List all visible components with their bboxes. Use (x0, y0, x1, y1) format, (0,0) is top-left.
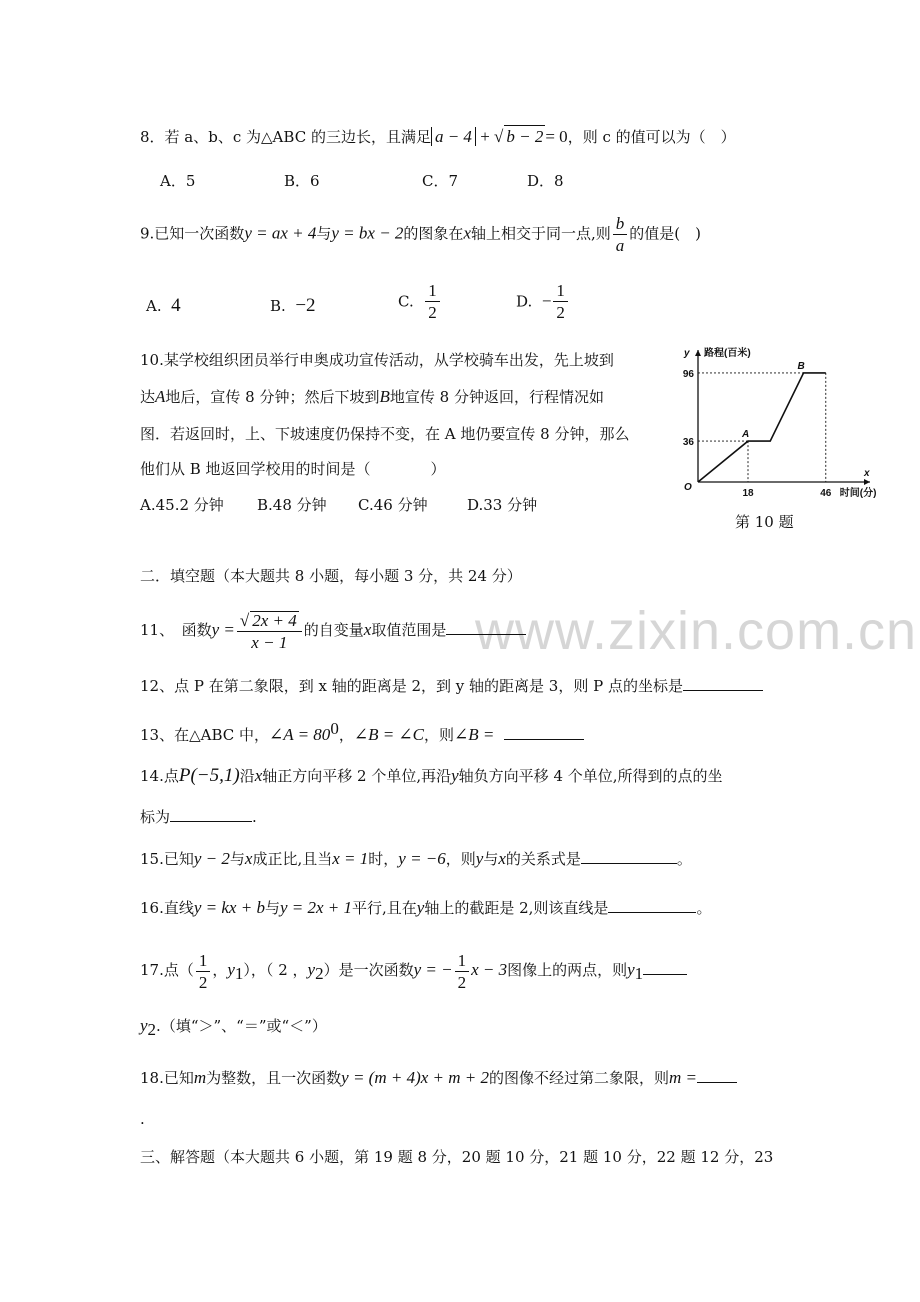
q9-option-a-label: A. (146, 297, 162, 315)
q17-frac1-den: 2 (198, 972, 208, 992)
q15-mid4: ，则 (445, 850, 476, 868)
q9-option-d[interactable] (516, 282, 570, 321)
q17-frac2-num: 1 (455, 952, 470, 972)
q18-prefix: 18.已知 (140, 1069, 194, 1087)
q10-line-2 (140, 382, 604, 412)
route-line (698, 373, 826, 482)
q9-frac-den: a (615, 236, 625, 255)
q15-mid2: 成正比,且当 (252, 850, 333, 868)
q11-num (237, 611, 302, 632)
q16-end: 。 (696, 899, 712, 917)
q16-prefix: 16.直线 (140, 899, 194, 917)
q9-fraction (613, 215, 628, 254)
q17-y1-again: y (627, 960, 635, 979)
q15-mid3: 时， (368, 850, 399, 868)
question-8 (140, 125, 736, 148)
q10-option-a[interactable]: A.45.2 分钟 (140, 496, 224, 514)
q10-line2-prefix: 达 (140, 388, 156, 406)
q8-option-b[interactable]: B．6 (284, 172, 320, 190)
q9-suffix: 的值是( ) (629, 224, 701, 243)
q17-frac1-num: 1 (196, 952, 211, 972)
q14-mid3: 轴负方向平移 4 个单位,所得到的点的坐 (458, 767, 723, 785)
q9-option-c-frac (425, 282, 440, 321)
q11-x: x (363, 620, 372, 639)
q11-suffix2: 取值范围是 (371, 621, 447, 639)
q15-answer-blank[interactable] (581, 849, 677, 864)
x-axis-label: 时间(分) (839, 488, 877, 499)
q17-eq2: x − 3 (471, 960, 508, 979)
y-axis-arrow (695, 350, 701, 356)
q9-mid2: 的图象在 (403, 224, 464, 243)
q18-mid2: 的图像不经过第二象限，则 (489, 1069, 670, 1087)
question-16 (140, 897, 711, 919)
q10-distance-time-graph (668, 340, 878, 530)
q8-option-a[interactable]: A．5 (160, 172, 196, 190)
q8-option-d[interactable]: D．8 (527, 172, 564, 190)
q9-prefix: 9.已知一次函数 (140, 224, 245, 243)
q13-angles-eq: ∠B = ∠C (353, 725, 425, 744)
q17-y1: y (227, 960, 235, 979)
q10-line-3: 图．若返回时，上、下坡速度仍保持不变，在 A 地仍要宣传 8 分钟，那么 (140, 425, 630, 443)
q16-mid3: 轴上的截距是 2,则该直线是 (424, 899, 609, 917)
q10-line-4: 他们从 B 地返回学校用的时间是（ ） (140, 460, 446, 478)
q11-sqrt-sign: √ (239, 611, 250, 630)
q9-option-c-num: 1 (425, 282, 440, 302)
q10-line2-mid: 地后，宣传 8 分钟；然后下坡到 (165, 388, 380, 406)
question-17 (140, 948, 687, 996)
q14-mid: 沿 (239, 767, 255, 785)
point-label-b: B (797, 360, 805, 372)
section-3-heading: 三、解答题（本大题共 6 小题，第 19 题 8 分，20 题 10 分，21 题 10 分，22 题 12 分，23 (140, 1148, 774, 1166)
q16-mid: 与 (264, 899, 280, 917)
q14-end: . (252, 808, 257, 826)
question-17-line-2 (140, 1015, 327, 1041)
q18-end: . (140, 1110, 145, 1128)
q16-expr2: y = 2x + 1 (279, 898, 353, 917)
q10-option-b[interactable]: B.48 分钟 (257, 496, 327, 514)
q9-option-a-value: 4 (171, 295, 181, 316)
q17-answer-blank[interactable] (643, 960, 687, 975)
q16-answer-blank[interactable] (608, 898, 696, 913)
q10-option-d[interactable]: D.33 分钟 (467, 496, 538, 514)
q18-answer-blank[interactable] (697, 1068, 737, 1083)
q9-f1: y = ax + 4 (244, 223, 317, 243)
q10-figure-caption: 第 10 题 (735, 513, 794, 531)
q9-mid3: 轴上相交于同一点,则 (470, 224, 611, 243)
y-axis-letter: y (684, 348, 690, 359)
q11-answer-blank[interactable] (446, 620, 526, 635)
q10-line2-end: 地宣传 8 分钟返回，行程情况如 (389, 388, 604, 406)
q17-frac2-den: 2 (457, 972, 467, 992)
q15-expr1: y − 2 (193, 849, 230, 868)
q15-expr3: y = −6 (398, 849, 446, 868)
q14-y: y (451, 766, 459, 785)
question-15 (140, 848, 692, 870)
q10-option-c[interactable]: C.46 分钟 (358, 496, 428, 514)
q15-mid5: 与 (483, 850, 499, 868)
q9-option-d-sign: − (541, 291, 552, 311)
q9-option-c-label: C. (398, 292, 414, 311)
q17-comma: ， (212, 961, 228, 979)
q17-y1-again-sub: 1 (634, 964, 644, 983)
question-14-line-2 (140, 806, 257, 828)
question-12 (140, 675, 763, 697)
q14-prefix: 14.点 (140, 767, 179, 785)
q18-eq2: m = (669, 1068, 698, 1087)
q8-prefix: 8．若 a、b、c 为△ABC 的三边长，且满足 (140, 128, 431, 146)
q13-angle-a: ∠A = 80 (269, 725, 331, 744)
y-axis-label: 路程(百米) (704, 348, 751, 359)
q17-y2-sub: 2 (315, 964, 324, 983)
q9-option-c[interactable] (398, 282, 442, 321)
q8-eq: = 0 (545, 127, 568, 146)
q11-num-expr: 2x + 4 (252, 611, 297, 630)
point-label-a: A (742, 429, 750, 441)
q11-den: x − 1 (251, 633, 288, 652)
question-13 (140, 718, 584, 746)
q17-line2: .（填“＞”、“＝”或“＜”） (156, 1017, 327, 1035)
q15-end: 。 (676, 850, 692, 868)
q16-y: y (416, 898, 425, 917)
y-tick-label-1: 96 (682, 368, 694, 380)
q11-y: y = (211, 620, 235, 639)
q17-line2-y2-sub: 2 (147, 1020, 157, 1039)
section-2-heading: 二．填空题（本大题共 8 小题，每小题 3 分，共 24 分） (140, 567, 522, 585)
q13-answer-blank[interactable] (504, 725, 584, 740)
q13-sep: ， (338, 726, 354, 744)
q18-mid: 为整数，且一次函数 (206, 1069, 342, 1087)
q13-then: ，则 (424, 726, 455, 744)
q17-mid2: ）是一次函数 (323, 961, 414, 979)
q17-frac2 (455, 952, 470, 991)
q17-line2-y2: y (140, 1016, 148, 1035)
q8-suffix: ，则 c 的值可以为（ ） (567, 128, 736, 146)
q17-y1-sub: 1 (234, 964, 244, 983)
x-tick-label-0: 18 (742, 488, 754, 499)
q14-mid2: 轴正方向平移 2 个单位,再沿 (262, 767, 452, 785)
y-tick-label-0: 36 (682, 437, 694, 449)
q17-prefix: 17.点（ (140, 961, 194, 979)
x-tick-label-1: 46 (820, 488, 832, 499)
q9-frac-num: b (613, 215, 628, 235)
question-11 (140, 608, 526, 652)
q9-x: x (463, 223, 471, 243)
q17-mid3: 图像上的两点，则 (507, 961, 628, 979)
q15-expr2: x = 1 (332, 849, 369, 868)
q15-x2: x (498, 849, 506, 868)
q9-f2: y = bx − 2 (331, 223, 404, 243)
q8-sqrt-expr: b − 2 (506, 127, 544, 146)
q9-option-b-value: −2 (295, 295, 316, 316)
q8-plus: + √ (475, 127, 504, 146)
q11-fraction (237, 611, 302, 651)
q15-prefix: 15.已知 (140, 850, 194, 868)
q18-eq: y = (m + 4)x + m + 2 (341, 1068, 490, 1087)
q15-mid: 与 (229, 850, 245, 868)
q9-option-b-label: B. (270, 297, 286, 315)
question-14 (140, 763, 723, 789)
q17-frac1 (196, 952, 211, 991)
q17-mid: ），（ 2 ， (243, 961, 308, 979)
q11-prefix: 11、 函数 (140, 621, 212, 639)
q12-text: 12、点 P 在第二象限，到 x 轴的距离是 2，到 y 轴的距离是 3，则 P 点的坐标是 (140, 677, 683, 695)
q16-expr1: y = kx + b (193, 898, 265, 917)
q9-option-c-den: 2 (428, 303, 437, 322)
q14-line2: 标为 (140, 808, 171, 826)
q9-option-b[interactable] (270, 293, 316, 319)
q10-line-1: 10.某学校组织团员举行申奥成功宣传活动，从学校骑车出发，先上坡到 (140, 351, 614, 369)
question-18 (140, 1067, 737, 1089)
watermark: www.zixin.com.cn (475, 601, 918, 661)
origin-label: O (684, 482, 692, 493)
q10-point-b: B (379, 387, 390, 406)
q9-mid: 与 (316, 224, 332, 243)
q10-point-a: A (155, 387, 166, 406)
q14-point: P(−5,1) (178, 765, 240, 786)
q14-x: x (254, 766, 263, 785)
q13-sup: 0 (330, 719, 339, 738)
q8-option-c[interactable]: C．7 (422, 172, 459, 190)
q9-option-d-frac (553, 282, 568, 321)
q11-suffix: 的自变量 (303, 621, 364, 639)
q9-option-a[interactable] (146, 293, 181, 319)
q15-x: x (244, 849, 253, 868)
q18-m: m (193, 1068, 207, 1087)
q13-angle-b: ∠B = (454, 725, 495, 744)
q17-y2: y (307, 960, 316, 979)
q13-prefix: 13、在△ABC 中， (140, 726, 270, 744)
q9-option-d-label: D. (516, 292, 533, 311)
q8-abs-expr: a − 4 (431, 127, 476, 146)
q12-answer-blank[interactable] (683, 676, 763, 691)
q17-eq: y = − (413, 960, 453, 979)
question-9 (140, 215, 701, 254)
q16-mid2: 平行,且在 (352, 899, 417, 917)
x-axis-arrow (864, 479, 870, 485)
q15-y: y (475, 849, 484, 868)
q14-answer-blank[interactable] (170, 807, 252, 822)
x-axis-letter: x (864, 468, 870, 479)
q9-option-d-num: 1 (553, 282, 568, 302)
q9-option-d-den: 2 (556, 303, 565, 322)
q15-mid6: 的关系式是 (505, 850, 581, 868)
